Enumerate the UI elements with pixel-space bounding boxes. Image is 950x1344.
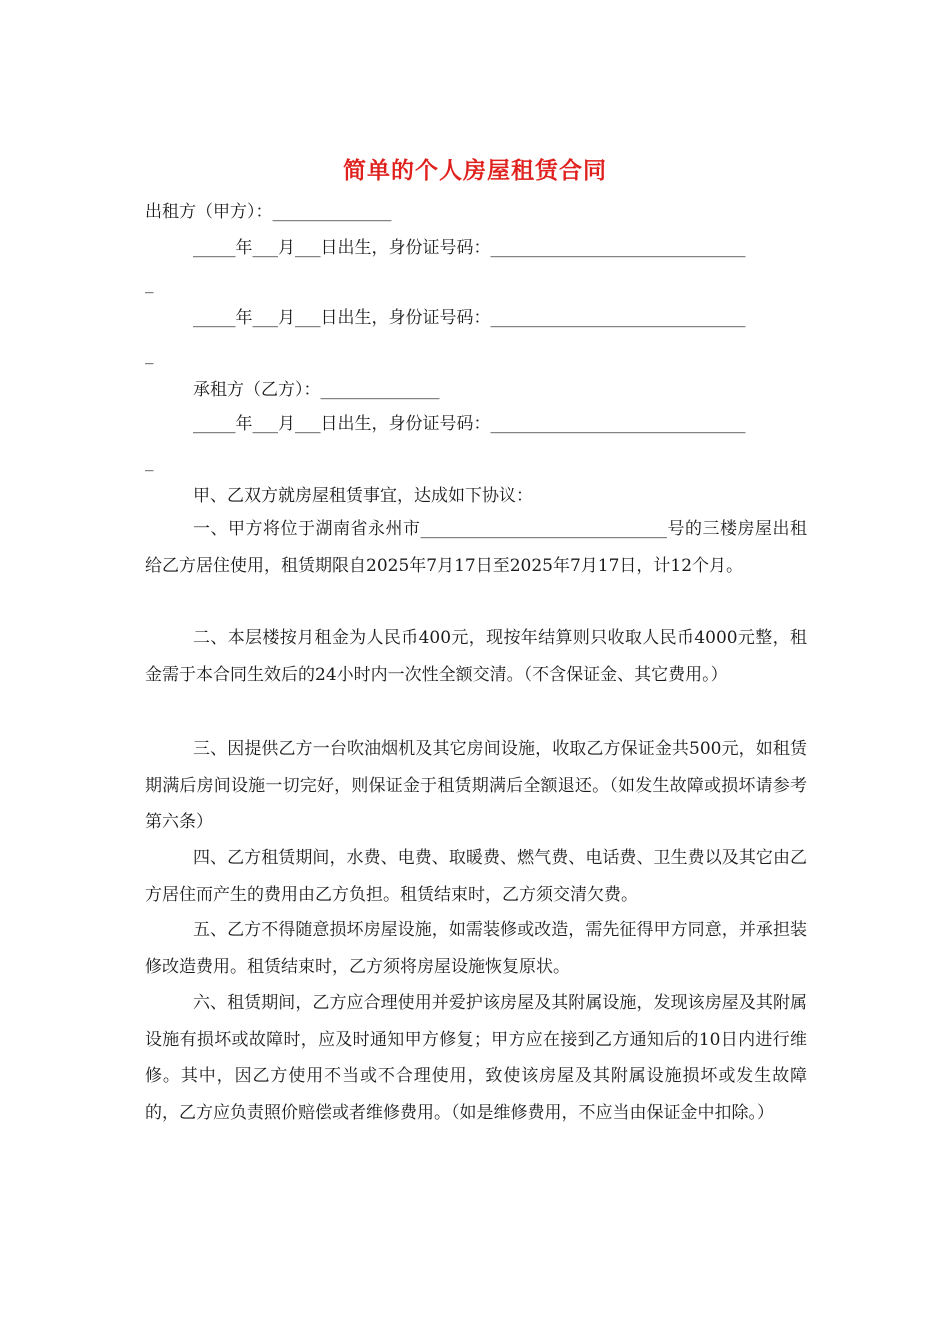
- lessee-label: 承租方（乙方）：______________: [193, 380, 440, 400]
- clause-1: [145, 511, 807, 584]
- clause-4-text: 四、乙方租赁期间，水费、电费、取暖费、燃气费、电话费、卫生费以及其它由乙方居住而产生的费用由乙方负担。租赁结束时，乙方须交清欠费。: [145, 848, 807, 905]
- lessee-birth-id-line: _____年___月___日出生，身份证号码：______________________________: [193, 414, 746, 434]
- agreement-intro: 甲、乙双方就房屋租赁事宜，达成如下协议：: [193, 486, 533, 506]
- clause-6: [145, 985, 807, 1131]
- clause-2-text: 二、本层楼按月租金为人民币400元，现按年结算则只收取人民币4000元整，租金需于本合同生效后的24小时内一次性全额交清。（不含保证金、其它费用。）: [145, 628, 807, 685]
- document-title: 简单的个人房屋租赁合同: [343, 158, 607, 184]
- clause-2: [145, 620, 807, 693]
- clause-4: [145, 840, 807, 913]
- clause-1-text: 一、甲方将位于湖南省永州市_____________________________号的三楼房屋出租给乙方居住使用，租赁期限自2025年7月17日至2025年7月17日，计12个月。: [145, 519, 807, 576]
- clause-3: [145, 731, 807, 841]
- clause-3-text: 三、因提供乙方一台吹油烟机及其它房间设施，收取乙方保证金共500元，如租赁期满后房间设施一切完好，则保证金于租赁期满后全额退还。（如发生故障或损坏请参考第六条）: [145, 739, 807, 832]
- clause-5: [145, 912, 807, 985]
- lessor-birth-id-line-2: _____年___月___日出生，身份证号码：______________________________: [193, 308, 746, 328]
- lessor-birth-id-line-1: _____年___月___日出生，身份证号码：______________________________: [193, 238, 746, 258]
- line-continuation-1: _: [145, 274, 154, 294]
- line-continuation-2: _: [145, 345, 154, 365]
- clause-5-text: 五、乙方不得随意损坏房屋设施，如需装修或改造，需先征得甲方同意，并承担装修改造费用。租赁结束时，乙方须将房屋设施恢复原状。: [145, 920, 807, 977]
- lessor-label: 出租方（甲方）：______________: [145, 202, 392, 222]
- line-continuation-3: _: [145, 452, 154, 472]
- clause-6-text: 六、租赁期间，乙方应合理使用并爱护该房屋及其附属设施，发现该房屋及其附属设施有损坏或故障时，应及时通知甲方修复；甲方应在接到乙方通知后的10日内进行维修。其中，因乙方使用不当或不合理使用，致使该房屋及其附属设施损坏或发生故障的，乙方应负责照价赔偿或者维修费用。（如是维修费用，不应当由保证金中扣除。）: [145, 993, 807, 1123]
